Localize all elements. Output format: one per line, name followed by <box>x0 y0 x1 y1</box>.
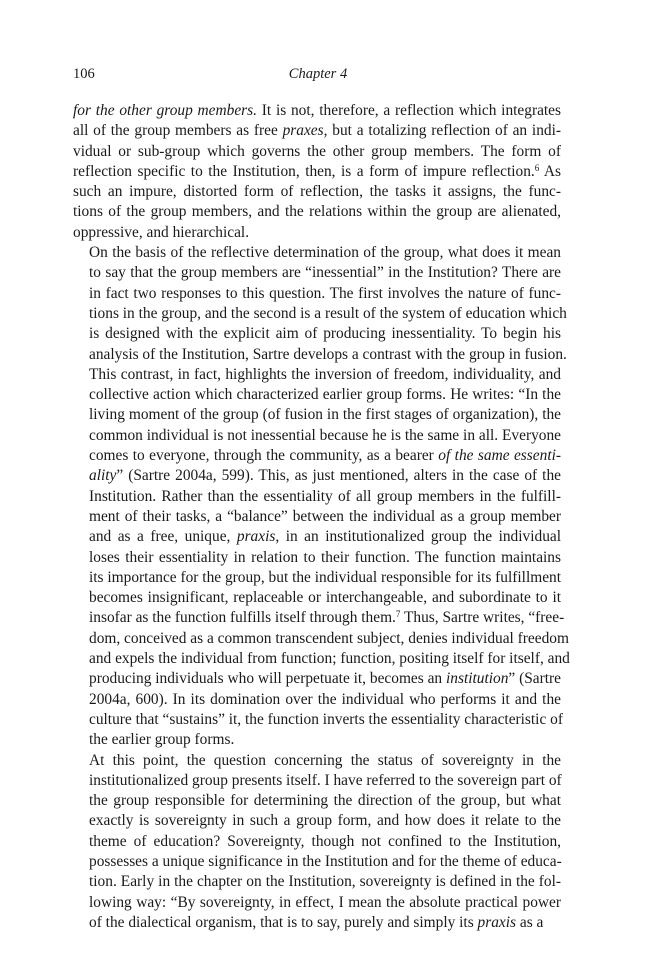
text-line: reflection specific to the Institution, then, is a form of impure reflection.$^6$ As <box>73 162 561 180</box>
text-line: living moment of the group (of fusion in the first stages of organization), the <box>89 406 561 424</box>
text-line: collective action which characterized earlier group forms. He writes: “In the <box>89 386 561 404</box>
text-line: exactly is sovereignty in such a group form, and how does it relate to the <box>89 812 561 830</box>
text-line: producing individuals who will perpetuate it, becomes an institution” (Sartre <box>89 670 561 688</box>
text-line: and expels the individual from function; function, positing itself for itself, and <box>89 650 570 668</box>
text-line: insofar as the function fulfills itself through them.$^7$ Thus, Sartre writes, “free- <box>89 609 565 627</box>
paragraph <box>73 101 561 243</box>
text-line: culture that “sustains” it, the function inverts the essentiality characteristic of <box>89 710 563 728</box>
text-line: dom, conceived as a common transcendent subject, denies individual freedom <box>89 629 569 647</box>
text-line: possesses a unique significance in the Institution and for the theme of educa- <box>89 852 562 870</box>
body-text <box>73 101 570 933</box>
text-line: lowing way: “By sovereignty, in effect, I mean the absolute practical power <box>89 893 561 911</box>
text-line: theme of education? Sovereignty, though not confined to the Institution, <box>89 832 561 850</box>
text-line: all of the group members as free praxes, but a totalizing reflection of an indi- <box>73 122 561 140</box>
page-header <box>73 66 563 88</box>
text-line: Institution. Rather than the essentiality of all group members in the fulfill- <box>89 487 561 505</box>
text-line: 2004a, 600). In its domination over the individual who performs it and the <box>89 690 561 708</box>
text-line: of the dialectical organism, that is to say, purely and simply its praxis as a <box>89 913 544 931</box>
paragraph <box>73 751 561 934</box>
text-line: in fact two responses to this question. The first involves the nature of func- <box>89 284 561 302</box>
text-line: for the other group members. It is not, therefore, a reflection which integrates <box>73 102 561 119</box>
text-line: its importance for the group, but the individual responsible for its fulfillment <box>89 568 561 586</box>
text-line: analysis of the Institution, Sartre develops a contrast with the group in fusion. <box>89 345 567 363</box>
running-head: Chapter 4 <box>288 66 348 82</box>
text-line: vidual or sub-group which governs the other group members. The form of <box>73 142 561 160</box>
text-line: On the basis of the reflective determination of the group, what does it mean <box>89 244 561 262</box>
text-line: to say that the group members are “inessential” in the Institution? There are <box>89 264 561 282</box>
text-line: This contrast, in fact, highlights the inversion of freedom, individuality, and <box>89 365 561 383</box>
text-line: becomes insignificant, replaceable or interchangeable, and subordinate to it <box>89 589 561 607</box>
text-line: institutionalized group presents itself. I have referred to the sovereign part of <box>89 771 562 789</box>
text-line: the earlier group forms. <box>89 731 235 749</box>
paragraph <box>73 243 570 750</box>
text-line: ment of their tasks, a “balance” between the individual as a group member <box>89 507 561 525</box>
text-line: loses their essentiality in relation to their function. The function maintains <box>89 548 561 566</box>
text-line: tion. Early in the chapter on the Institution, sovereignty is defined in the fol- <box>89 873 561 891</box>
text-line: tions of the group members, and the relations within the group are alienated, <box>73 203 561 221</box>
text-line: tions in the group, and the second is a result of the system of education which <box>89 304 567 322</box>
text-line: At this point, the question concerning the status of sovereignty in the <box>89 751 561 769</box>
page-number: 106 <box>73 66 95 82</box>
text-line: oppressive, and hierarchical. <box>73 223 250 241</box>
text-line: such an impure, distorted form of reflection, the tasks it assigns, the func- <box>73 183 561 201</box>
text-line: the group responsible for determining the direction of the group, but what <box>89 792 561 810</box>
text-line: is designed with the explicit aim of producing inessentiality. To begin his <box>89 325 561 343</box>
text-line: and as a free, unique, praxis, in an institutionalized group the individual <box>89 528 561 546</box>
text-line: comes to everyone, through the community, as a bearer of the same essenti- <box>89 447 561 465</box>
text-line: common individual is not inessential because he is the same in all. Everyone <box>89 426 561 444</box>
text-line: ality” (Sartre 2004a, 599). This, as just mentioned, alters in the case of the <box>89 467 561 485</box>
